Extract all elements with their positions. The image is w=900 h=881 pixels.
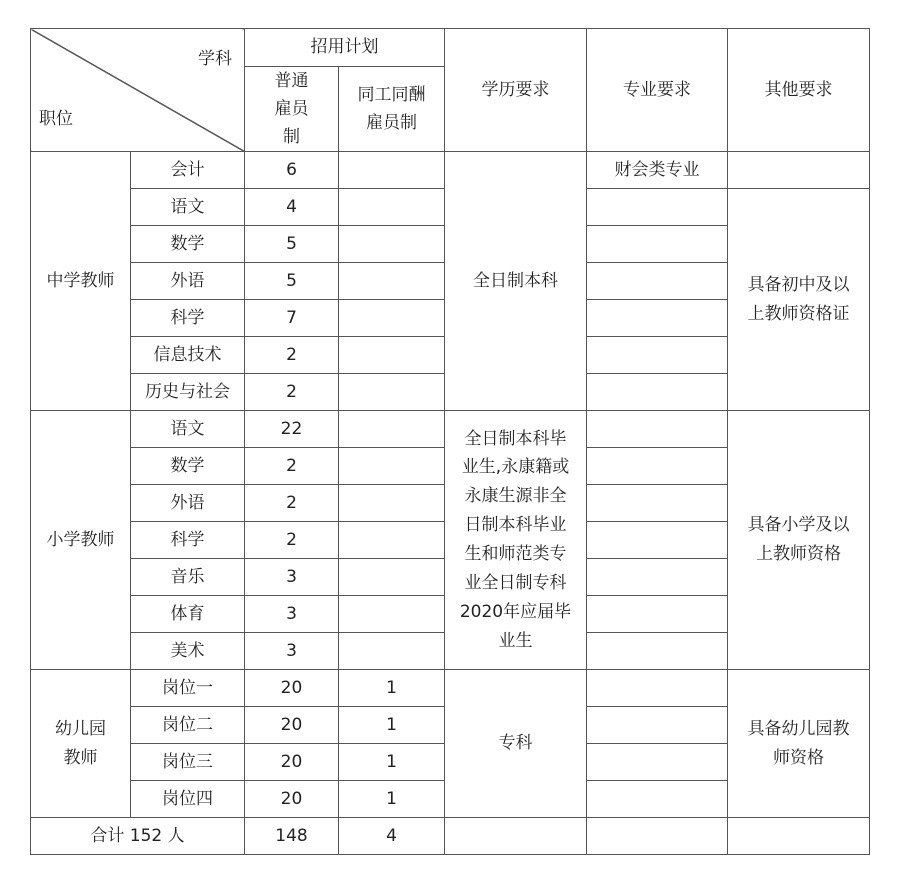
equal-pay-header: 同工同酬雇员制 (339, 67, 445, 152)
major-cell (587, 744, 728, 781)
major-cell (587, 559, 728, 596)
major-cell (587, 448, 728, 485)
other-cell: 具备小学及以上教师资格 (728, 411, 870, 670)
regular-count-cell: 4 (245, 189, 339, 226)
major-cell: 财会类专业 (587, 152, 728, 189)
table-row (31, 152, 870, 189)
subject-cell: 科学 (131, 300, 245, 337)
subject-cell: 会计 (131, 152, 245, 189)
total-other-empty (728, 818, 870, 855)
education-cell: 全日制本科毕业生,永康籍或永康生源非全日制本科毕业生和师范类专业全日制专科2020年应届毕业生 (445, 411, 587, 670)
total-regular: 148 (245, 818, 339, 855)
subject-cell: 科学 (131, 522, 245, 559)
equal-count-cell: 1 (339, 781, 445, 818)
major-header: 专业要求 (587, 29, 728, 152)
regular-count-cell: 2 (245, 337, 339, 374)
subject-cell: 语文 (131, 411, 245, 448)
major-cell (587, 522, 728, 559)
header-corner-cell (31, 29, 245, 152)
major-cell (587, 300, 728, 337)
equal-count-cell (339, 152, 445, 189)
other-cell: 具备初中及以上教师资格证 (728, 189, 870, 411)
equal-count-cell (339, 522, 445, 559)
total-major-empty (587, 818, 728, 855)
regular-count-cell: 22 (245, 411, 339, 448)
table-row (31, 411, 870, 448)
group-title: 小学教师 (31, 411, 131, 670)
major-cell (587, 411, 728, 448)
equal-count-cell (339, 485, 445, 522)
subject-cell: 数学 (131, 448, 245, 485)
regular-count-cell: 20 (245, 744, 339, 781)
regular-count-cell: 7 (245, 300, 339, 337)
regular-count-cell: 2 (245, 448, 339, 485)
regular-count-cell: 3 (245, 633, 339, 670)
equal-count-cell (339, 189, 445, 226)
subject-cell: 数学 (131, 226, 245, 263)
education-cell: 全日制本科 (445, 152, 587, 411)
equal-count-cell (339, 300, 445, 337)
equal-count-cell (339, 411, 445, 448)
regular-count-cell: 2 (245, 485, 339, 522)
equal-count-cell (339, 559, 445, 596)
subject-cell: 岗位一 (131, 670, 245, 707)
equal-count-cell: 1 (339, 670, 445, 707)
other-cell-empty (728, 152, 870, 189)
major-cell (587, 781, 728, 818)
subject-cell: 外语 (131, 485, 245, 522)
major-cell (587, 633, 728, 670)
subject-cell: 外语 (131, 263, 245, 300)
regular-count-cell: 5 (245, 263, 339, 300)
major-cell (587, 374, 728, 411)
regular-count-cell: 5 (245, 226, 339, 263)
other-header: 其他要求 (728, 29, 870, 152)
major-cell (587, 485, 728, 522)
group-title: 幼儿园教师 (31, 670, 131, 818)
education-cell: 专科 (445, 670, 587, 818)
regular-count-cell: 20 (245, 670, 339, 707)
major-cell (587, 189, 728, 226)
education-header: 学历要求 (445, 29, 587, 152)
equal-count-cell (339, 263, 445, 300)
regular-count-cell: 2 (245, 522, 339, 559)
major-cell (587, 263, 728, 300)
subject-header: 学科 (198, 49, 232, 69)
subject-cell: 音乐 (131, 559, 245, 596)
equal-count-cell: 1 (339, 707, 445, 744)
subject-cell: 岗位二 (131, 707, 245, 744)
major-cell (587, 226, 728, 263)
header-row-1 (31, 29, 870, 67)
regular-count-cell: 20 (245, 707, 339, 744)
regular-count-cell: 3 (245, 559, 339, 596)
position-header: 职位 (39, 108, 73, 129)
regular-count-cell: 20 (245, 781, 339, 818)
total-row (31, 818, 870, 855)
equal-count-cell: 1 (339, 744, 445, 781)
regular-count-cell: 3 (245, 596, 339, 633)
plan-header: 招用计划 (245, 29, 445, 67)
equal-count-cell (339, 374, 445, 411)
equal-count-cell (339, 337, 445, 374)
equal-count-cell (339, 596, 445, 633)
subject-cell: 美术 (131, 633, 245, 670)
regular-header: 普通雇员制 (245, 67, 339, 152)
major-cell (587, 337, 728, 374)
equal-count-cell (339, 448, 445, 485)
total-education-empty (445, 818, 587, 855)
table-row (31, 670, 870, 707)
recruitment-table (30, 28, 870, 855)
equal-count-cell (339, 226, 445, 263)
subject-cell: 岗位四 (131, 781, 245, 818)
major-cell (587, 707, 728, 744)
major-cell (587, 596, 728, 633)
subject-cell: 语文 (131, 189, 245, 226)
regular-count-cell: 2 (245, 374, 339, 411)
regular-count-cell: 6 (245, 152, 339, 189)
subject-cell: 信息技术 (131, 337, 245, 374)
total-label: 合计 152 人 (31, 818, 245, 855)
subject-cell: 体育 (131, 596, 245, 633)
subject-cell: 历史与社会 (131, 374, 245, 411)
other-cell: 具备幼儿园教师资格 (728, 670, 870, 818)
equal-count-cell (339, 633, 445, 670)
group-title: 中学教师 (31, 152, 131, 411)
subject-cell: 岗位三 (131, 744, 245, 781)
major-cell (587, 670, 728, 707)
total-equal: 4 (339, 818, 445, 855)
